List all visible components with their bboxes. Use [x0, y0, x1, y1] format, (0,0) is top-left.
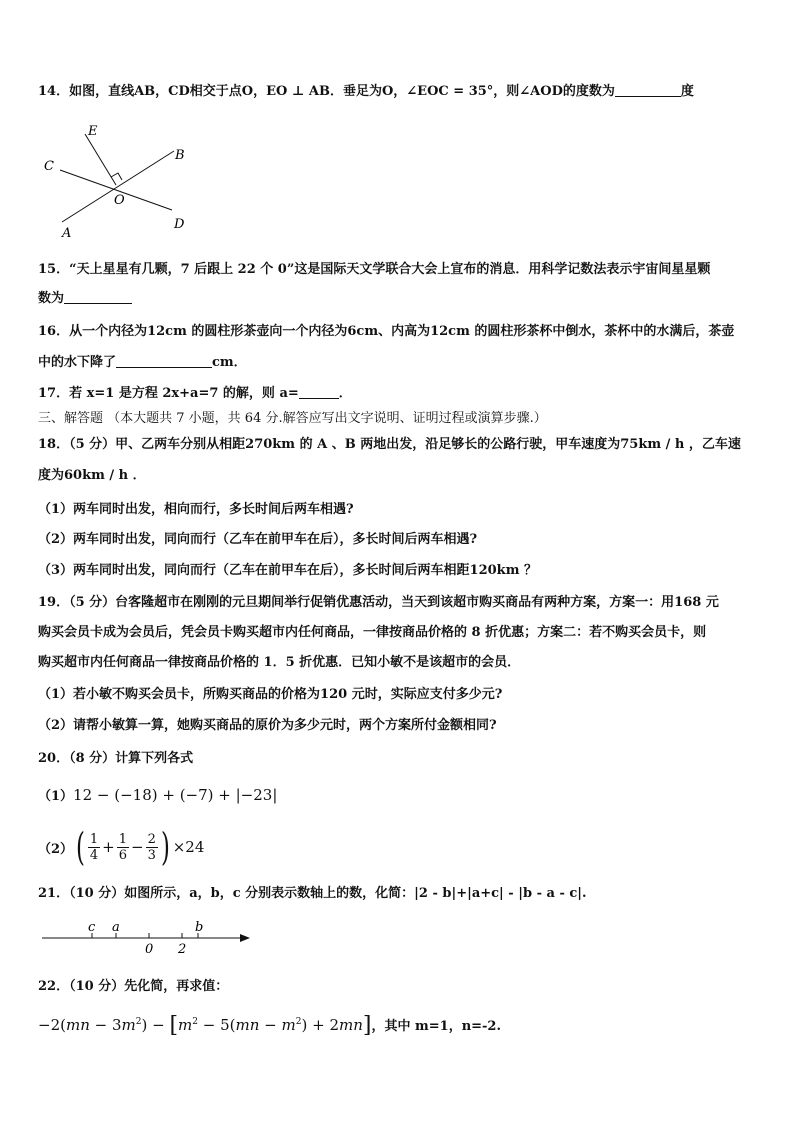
q18-part3: （3）两车同时出发，同向而行（乙车在前甲车在后），多长时间后两车相距120km ？ — [38, 563, 537, 578]
q17-text: 17．若 x=1 是方程 2x+a=7 的解，则 a= ． — [38, 386, 352, 401]
q20-expression-2: ( 1 4 + $\frac{1}{6}$ − $\frac{2}{3}$ ) ×24 — [76, 825, 205, 869]
q18-part2: （2）两车同时出发，同向而行（乙车在前甲车在后），多长时间后两车相遇? — [38, 532, 478, 547]
q22-title: 22．（10 分）先化简，再求值： — [38, 979, 229, 994]
axis-label-two: 2 — [178, 942, 187, 956]
q19-part1: （1）若小敏不购买会员卡，所购买商品的价格为120 元时，实际应支付多少元? — [38, 687, 503, 702]
label-A: A — [62, 226, 72, 241]
q17-answer-blank[interactable] — [299, 384, 339, 399]
q22-expression: $-2(mn - 3m^2) - [m^2 - 5(mn - m^2) + 2mn]$ — [38, 1013, 372, 1038]
q14-answer-blank[interactable] — [615, 82, 681, 97]
q19-line1: 19．（5 分）台客隆超市在刚刚的元旦期间举行促销优惠活动，当天到该超市购买商品有两种方案，方案一：用168 元 — [38, 595, 719, 610]
q15-line2: 数为 — [38, 289, 764, 309]
q20-expression-1: 12 − (−18) + (−7) + |−23| — [73, 786, 278, 804]
q18-line1: 18．（5 分）甲、乙两车分别从相距270km 的 A 、B 两地出发，沿足够长的公路行驶，甲车速度为75km / h ，乙车速 — [38, 437, 741, 452]
axis-label-a: a — [112, 920, 120, 935]
q20-part1: （1）12 − (−18) + (−7) + |−23| — [38, 786, 278, 804]
q20-title: 20．（8 分）计算下列各式 — [38, 751, 194, 766]
label-D: D — [174, 217, 185, 232]
axis-label-b: b — [195, 920, 204, 935]
q16-line1: 16．从一个内径为12cm 的圆柱形茶壶向一个内径为6cm、内高为12cm 的圆柱形茶杯中倒水，茶杯中的水满后，茶壶 — [38, 324, 735, 339]
label-E: E — [88, 124, 98, 139]
q18-line2: 度为60km / h ． — [38, 468, 146, 483]
q18-part1: （1）两车同时出发，相向而行，多长时间后两车相遇? — [38, 502, 354, 517]
label-B: B — [175, 148, 185, 163]
label-C: C — [44, 159, 54, 174]
axis-label-c: c — [88, 920, 96, 935]
q15-answer-blank[interactable] — [64, 289, 132, 304]
q16-answer-blank[interactable] — [116, 353, 212, 368]
axis-label-zero: 0 — [145, 942, 154, 956]
q15-line1: 15．“天上星星有几颗，7 后跟上 22 个 0”这是国际天文学联合大会上宣布的消息．用科学记数法表示宇宙间星星颗 — [38, 262, 711, 277]
q19-line3: 购买超市内任何商品一律按商品价格的 1．5 折优惠．已知小敏不是该超市的会员． — [38, 655, 521, 670]
q19-part2: （2）请帮小敏算一算，她购买商品的原价为多少元时，两个方案所付金额相同? — [38, 718, 497, 733]
q16-line2: 中的水下降了 cm． — [38, 355, 247, 370]
q21-number-line — [38, 914, 258, 956]
section-heading: 三、解答题 （本大题共 7 小题，共 64 分.解答应写出文字说明、证明过程或演算步骤.） — [38, 411, 547, 426]
q20-part2: （2） ( 1 4 + $\frac{1}{6}$ − $\frac{2}{3}$ ) ×24 — [38, 825, 205, 869]
q22-expression-line: $-2(mn - 3m^2) - [m^2 - 5(mn - m^2) + 2mn]$，其中 m=1，n=-2. — [38, 1013, 501, 1038]
q21-text: 21．（10 分）如图所示，a，b，c 分别表示数轴上的数，化简：|2 - b|+|a+c| - |b - a - c|. — [38, 886, 587, 901]
q14-text: 14．如图，直线AB，CD相交于点O，EO ⊥ AB．垂足为O，∠EOC = 35°，则∠AOD的度数为 度 — [38, 84, 694, 99]
label-O: O — [114, 193, 125, 208]
q19-line2: 购买会员卡成为会员后，凭会员卡购买超市内任何商品，一律按商品价格的 8 折优惠；方案二：若不购买会员卡，则 — [38, 625, 707, 640]
q14-figure — [38, 118, 208, 243]
